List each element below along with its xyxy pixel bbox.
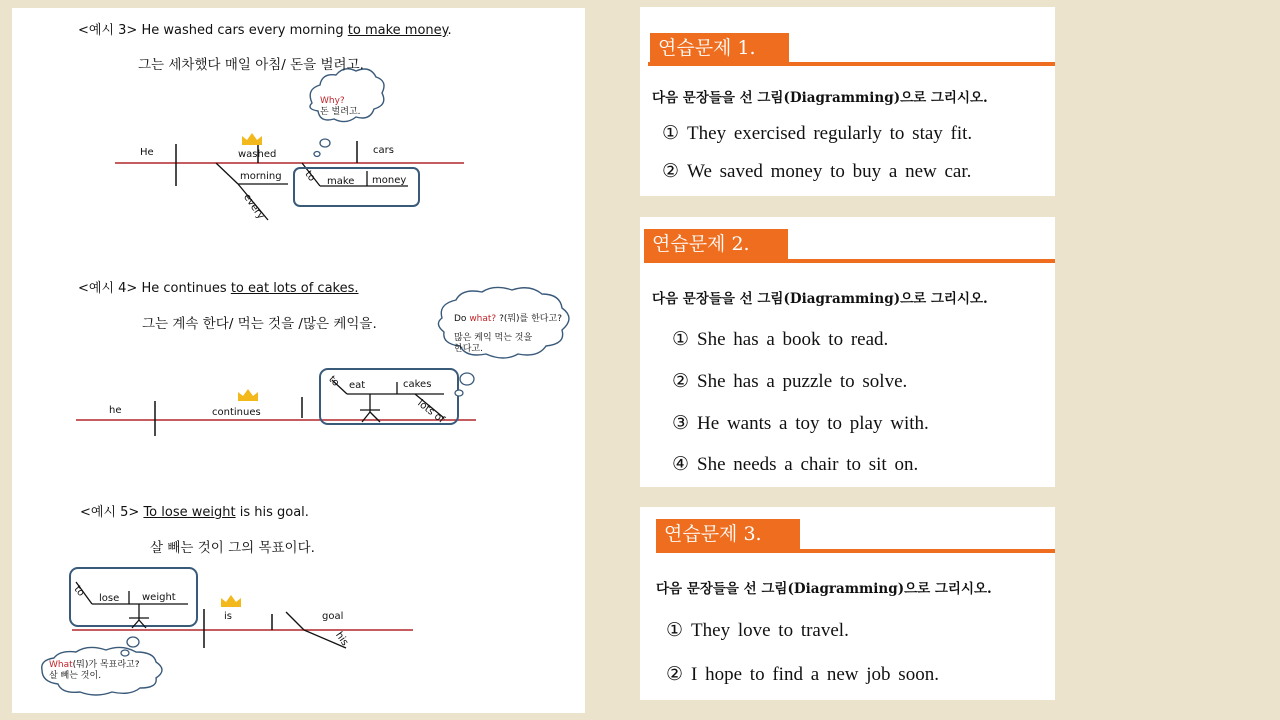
word-inf-to: to bbox=[326, 374, 342, 389]
word-modifier: his bbox=[332, 630, 351, 649]
practice-item: ② We saved money to buy a new car. bbox=[662, 161, 972, 182]
word-inf-object: cakes bbox=[403, 379, 432, 390]
word-verb: is bbox=[224, 611, 232, 622]
practice-item: ② I hope to find a new job soon. bbox=[666, 664, 939, 685]
thought-bubble-text: Why? 돈 벌려고. bbox=[320, 96, 361, 117]
word-inf-verb: eat bbox=[349, 380, 366, 391]
examples-panel bbox=[12, 8, 585, 713]
practice-item: ② She has a puzzle to solve. bbox=[672, 371, 908, 392]
practice-item: ① They exercised regularly to stay fit. bbox=[662, 123, 973, 144]
practice-instruction: 다음 문장들을 선 그림(Diagramming)으로 그리시오. bbox=[656, 581, 992, 597]
thought-bubble-text: Do what? ?(뭐)를 한다고? 많은 케익 먹는 것을 한다고. bbox=[454, 314, 562, 354]
word-modifier: morning bbox=[240, 171, 282, 182]
example-4-translation: 그는 계속 한다/ 먹는 것을 /많은 케익을. bbox=[142, 316, 377, 332]
header-rule bbox=[644, 259, 1055, 263]
word-inf-verb: make bbox=[327, 176, 355, 187]
word-inf-to: to bbox=[302, 169, 318, 184]
word-complement: goal bbox=[322, 611, 344, 622]
word-object: cars bbox=[373, 145, 394, 156]
example-3-title: <예시 3> He washed cars every morning to make money. bbox=[78, 23, 452, 38]
practice-panel-3 bbox=[640, 507, 1055, 700]
header-rule bbox=[656, 549, 1055, 553]
example-4-title: <예시 4> He continues to eat lots of cakes. bbox=[78, 281, 359, 296]
practice-item: ① She has a book to read. bbox=[672, 329, 889, 350]
word-subject: He bbox=[140, 147, 154, 158]
word-inf-object: weight bbox=[142, 592, 176, 603]
word-inf-to: to bbox=[71, 584, 87, 599]
word-subject: he bbox=[109, 405, 122, 416]
word-inf-verb: lose bbox=[99, 593, 120, 604]
word-modifier: every bbox=[240, 192, 267, 222]
practice-header: 연습문제 3. bbox=[656, 519, 800, 549]
practice-panel-1 bbox=[640, 7, 1055, 196]
word-verb: washed bbox=[238, 149, 277, 160]
thought-bubble-text: What(뭐)가 목표라고? 살 빼는 것이. bbox=[49, 660, 140, 681]
word-inf-object: money bbox=[372, 175, 407, 186]
practice-header: 연습문제 2. bbox=[644, 229, 788, 259]
practice-panel-2 bbox=[640, 217, 1055, 487]
word-modifier: lots of bbox=[415, 398, 447, 426]
header-rule bbox=[648, 62, 1055, 66]
practice-header: 연습문제 1. bbox=[650, 33, 789, 63]
practice-instruction: 다음 문장들을 선 그림(Diagramming)으로 그리시오. bbox=[652, 291, 988, 307]
practice-item: ④ She needs a chair to sit on. bbox=[672, 454, 919, 475]
practice-item: ① They love to travel. bbox=[666, 620, 849, 641]
word-verb: continues bbox=[212, 407, 261, 418]
example-5-translation: 살 빼는 것이 그의 목표이다. bbox=[150, 540, 315, 556]
diagram-lines bbox=[12, 8, 585, 713]
practice-instruction: 다음 문장들을 선 그림(Diagramming)으로 그리시오. bbox=[652, 90, 988, 106]
example-3-translation: 그는 세차했다 매일 아침/ 돈을 벌려고. bbox=[138, 57, 364, 73]
practice-item: ③ He wants a toy to play with. bbox=[672, 413, 929, 434]
example-5-title: <예시 5> To lose weight is his goal. bbox=[80, 505, 309, 520]
